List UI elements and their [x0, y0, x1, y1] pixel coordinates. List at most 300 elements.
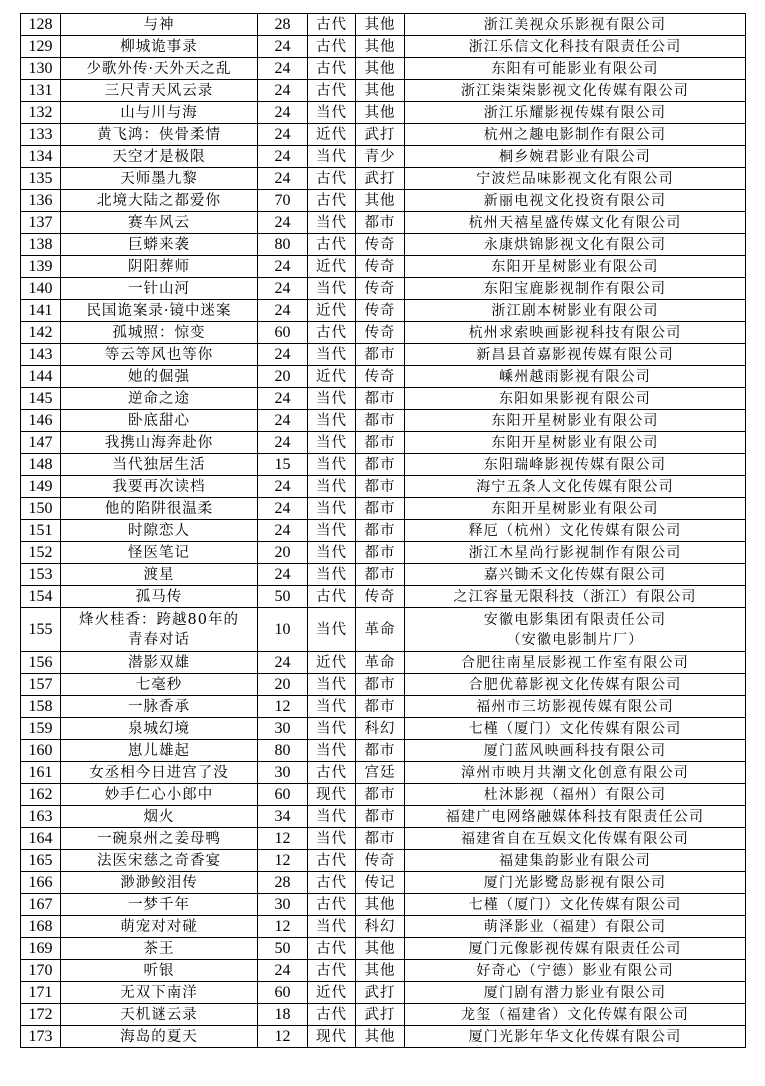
table-row [21, 14, 746, 36]
company-cell: 杭州求索映画影视科技有限公司 [405, 322, 746, 344]
era-cell: 当代 [308, 916, 356, 938]
table-row [21, 718, 746, 740]
company-cell: 东阳瑞峰影视传媒有限公司 [405, 454, 746, 476]
episodes-cell: 80 [258, 234, 308, 256]
company-cell: 福建广电网络融媒体科技有限责任公司 [405, 806, 746, 828]
company-cell: 新丽电视文化投资有限公司 [405, 190, 746, 212]
genre-cell: 都市 [356, 344, 405, 366]
company-cell: 嵊州越雨影视有限公司 [405, 366, 746, 388]
era-cell: 古代 [308, 894, 356, 916]
genre-cell: 传奇 [356, 850, 405, 872]
episodes-cell: 24 [258, 102, 308, 124]
serial-number-cell: 163 [21, 806, 61, 828]
era-cell: 近代 [308, 256, 356, 278]
table-row [21, 432, 746, 454]
genre-cell: 科幻 [356, 718, 405, 740]
table-row [21, 212, 746, 234]
genre-cell: 传奇 [356, 256, 405, 278]
title-cell: 赛车风云 [61, 212, 258, 234]
genre-cell: 传奇 [356, 586, 405, 608]
episodes-cell: 70 [258, 190, 308, 212]
title-cell: 逆命之途 [61, 388, 258, 410]
genre-cell: 其他 [356, 1026, 405, 1048]
serial-number-cell: 134 [21, 146, 61, 168]
company-cell: 东阳有可能影业有限公司 [405, 58, 746, 80]
era-cell: 古代 [308, 80, 356, 102]
company-cell: 漳州市映月共潮文化创意有限公司 [405, 762, 746, 784]
genre-cell: 革命 [356, 608, 405, 652]
table-row [21, 124, 746, 146]
title-cell: 孤城照：惊变 [61, 322, 258, 344]
title-cell: 巨蟒来袭 [61, 234, 258, 256]
serial-number-cell: 164 [21, 828, 61, 850]
era-cell: 古代 [308, 36, 356, 58]
table-row [21, 960, 746, 982]
table-row [21, 872, 746, 894]
episodes-cell: 50 [258, 586, 308, 608]
episodes-cell: 50 [258, 938, 308, 960]
title-cell: 萌宠对对碰 [61, 916, 258, 938]
company-cell: 厦门蓝风映画科技有限公司 [405, 740, 746, 762]
genre-cell: 传奇 [356, 300, 405, 322]
era-cell: 现代 [308, 784, 356, 806]
episodes-cell: 24 [258, 652, 308, 674]
title-cell: 阴阳葬师 [61, 256, 258, 278]
title-cell: 卧底甜心 [61, 410, 258, 432]
table-row [21, 916, 746, 938]
title-cell: 她的倔强 [61, 366, 258, 388]
serial-number-cell: 133 [21, 124, 61, 146]
company-cell: 龙玺（福建省）文化传媒有限公司 [405, 1004, 746, 1026]
genre-cell: 科幻 [356, 916, 405, 938]
era-cell: 古代 [308, 190, 356, 212]
serial-number-cell: 139 [21, 256, 61, 278]
company-cell: 东阳开星树影业有限公司 [405, 410, 746, 432]
serial-number-cell: 149 [21, 476, 61, 498]
genre-cell: 其他 [356, 36, 405, 58]
table-row [21, 410, 746, 432]
episodes-cell: 60 [258, 322, 308, 344]
title-cell: 无双下南洋 [61, 982, 258, 1004]
title-cell: 法医宋慈之奇香宴 [61, 850, 258, 872]
company-cell [405, 608, 746, 652]
episodes-cell: 12 [258, 1026, 308, 1048]
episodes-cell: 12 [258, 696, 308, 718]
genre-cell: 武打 [356, 1004, 405, 1026]
company-cell: 厦门元像影视传媒有限责任公司 [405, 938, 746, 960]
company-cell: 杭州天禧星盛传媒文化有限公司 [405, 212, 746, 234]
serial-number-cell: 152 [21, 542, 61, 564]
serial-number-cell: 148 [21, 454, 61, 476]
table-row [21, 850, 746, 872]
company-cell: 宁波烂品味影视文化有限公司 [405, 168, 746, 190]
title-cell: 妙手仁心小郎中 [61, 784, 258, 806]
era-cell: 当代 [308, 674, 356, 696]
serial-number-cell: 161 [21, 762, 61, 784]
era-cell: 古代 [308, 168, 356, 190]
company-cell: 东阳宝鹿影视制作有限公司 [405, 278, 746, 300]
company-cell: 浙江剧本树影业有限公司 [405, 300, 746, 322]
episodes-cell: 20 [258, 366, 308, 388]
company-cell: 东阳开星树影业有限公司 [405, 432, 746, 454]
era-cell: 近代 [308, 300, 356, 322]
serial-number-cell: 160 [21, 740, 61, 762]
title-cell: 北境大陆之都爱你 [61, 190, 258, 212]
episodes-cell: 60 [258, 784, 308, 806]
serial-number-cell: 136 [21, 190, 61, 212]
table-row [21, 1004, 746, 1026]
title-cell: 时隙恋人 [61, 520, 258, 542]
genre-cell: 其他 [356, 14, 405, 36]
genre-cell: 都市 [356, 476, 405, 498]
serial-number-cell: 153 [21, 564, 61, 586]
serial-number-cell: 157 [21, 674, 61, 696]
era-cell: 当代 [308, 410, 356, 432]
genre-cell: 其他 [356, 80, 405, 102]
table-row [21, 80, 746, 102]
company-cell: 东阳开星树影业有限公司 [405, 256, 746, 278]
era-cell: 当代 [308, 542, 356, 564]
episodes-cell: 34 [258, 806, 308, 828]
era-cell: 近代 [308, 124, 356, 146]
title-cell: 与神 [61, 14, 258, 36]
title-cell: 烟火 [61, 806, 258, 828]
table-row [21, 234, 746, 256]
table-row [21, 190, 746, 212]
serial-number-cell: 143 [21, 344, 61, 366]
table-row [21, 938, 746, 960]
company-cell: 合肥优幕影视文化传媒有限公司 [405, 674, 746, 696]
era-cell: 古代 [308, 58, 356, 80]
era-cell: 古代 [308, 960, 356, 982]
serial-number-cell: 132 [21, 102, 61, 124]
genre-cell: 都市 [356, 696, 405, 718]
company-cell: 好奇心（宁德）影业有限公司 [405, 960, 746, 982]
genre-cell: 其他 [356, 960, 405, 982]
table-row [21, 388, 746, 410]
company-cell: 厦门光影鹭岛影视有限公司 [405, 872, 746, 894]
serial-number-cell: 130 [21, 58, 61, 80]
company-cell: 七槿（厦门）文化传媒有限公司 [405, 894, 746, 916]
genre-cell: 都市 [356, 740, 405, 762]
era-cell: 当代 [308, 696, 356, 718]
serial-number-cell: 144 [21, 366, 61, 388]
genre-cell: 都市 [356, 498, 405, 520]
era-cell: 当代 [308, 278, 356, 300]
company-cell: 之江容量无限科技（浙江）有限公司 [405, 586, 746, 608]
era-cell: 当代 [308, 718, 356, 740]
era-cell: 当代 [308, 432, 356, 454]
genre-cell: 都市 [356, 454, 405, 476]
era-cell: 当代 [308, 806, 356, 828]
serial-number-cell: 135 [21, 168, 61, 190]
title-cell: 我要再次读档 [61, 476, 258, 498]
company-cell: 浙江乐耀影视传媒有限公司 [405, 102, 746, 124]
table-row [21, 344, 746, 366]
serial-number-cell: 173 [21, 1026, 61, 1048]
genre-cell: 革命 [356, 652, 405, 674]
table-row [21, 168, 746, 190]
serial-number-cell: 131 [21, 80, 61, 102]
episodes-cell: 24 [258, 410, 308, 432]
genre-cell: 传奇 [356, 234, 405, 256]
drama-registry-table [20, 13, 746, 1048]
genre-cell: 青少 [356, 146, 405, 168]
serial-number-cell: 170 [21, 960, 61, 982]
era-cell: 现代 [308, 1026, 356, 1048]
era-cell: 当代 [308, 828, 356, 850]
serial-number-cell: 137 [21, 212, 61, 234]
genre-cell: 其他 [356, 102, 405, 124]
company-cell: 新昌县首嘉影视传媒有限公司 [405, 344, 746, 366]
title-cell: 渺渺鲛泪传 [61, 872, 258, 894]
genre-cell: 传奇 [356, 322, 405, 344]
table-row [21, 498, 746, 520]
episodes-cell: 24 [258, 476, 308, 498]
serial-number-cell: 155 [21, 608, 61, 652]
title-cell: 我携山海奔赴你 [61, 432, 258, 454]
title-cell: 一脉香承 [61, 696, 258, 718]
episodes-cell: 24 [258, 520, 308, 542]
title-cell: 崽儿雄起 [61, 740, 258, 762]
era-cell: 近代 [308, 982, 356, 1004]
serial-number-cell: 138 [21, 234, 61, 256]
title-cell: 柳城诡事录 [61, 36, 258, 58]
genre-cell: 武打 [356, 168, 405, 190]
company-cell: 七槿（厦门）文化传媒有限公司 [405, 718, 746, 740]
episodes-cell: 24 [258, 124, 308, 146]
title-cell: 当代独居生活 [61, 454, 258, 476]
company-cell: 嘉兴锄禾文化传媒有限公司 [405, 564, 746, 586]
genre-cell: 都市 [356, 212, 405, 234]
table-row [21, 366, 746, 388]
episodes-cell: 12 [258, 916, 308, 938]
era-cell: 古代 [308, 14, 356, 36]
serial-number-cell: 158 [21, 696, 61, 718]
title-cell: 一梦千年 [61, 894, 258, 916]
serial-number-cell: 146 [21, 410, 61, 432]
table-row [21, 762, 746, 784]
era-cell: 当代 [308, 564, 356, 586]
episodes-cell: 24 [258, 388, 308, 410]
title-cell-line-1: 烽火桂香：跨越80年的 [79, 611, 239, 628]
era-cell: 古代 [308, 234, 356, 256]
era-cell: 古代 [308, 1004, 356, 1026]
episodes-cell: 80 [258, 740, 308, 762]
title-cell: 怪医笔记 [61, 542, 258, 564]
company-cell: 杭州之趣电影制作有限公司 [405, 124, 746, 146]
serial-number-cell: 159 [21, 718, 61, 740]
genre-cell: 都市 [356, 564, 405, 586]
company-cell-line-1: 安徽电影集团有限责任公司 [483, 611, 667, 628]
genre-cell: 宫廷 [356, 762, 405, 784]
table-row [21, 102, 746, 124]
company-cell: 合肥往南星辰影视工作室有限公司 [405, 652, 746, 674]
era-cell: 当代 [308, 102, 356, 124]
table-row [21, 256, 746, 278]
era-cell: 当代 [308, 498, 356, 520]
table-row [21, 278, 746, 300]
era-cell: 近代 [308, 652, 356, 674]
serial-number-cell: 156 [21, 652, 61, 674]
serial-number-cell: 169 [21, 938, 61, 960]
title-cell: 天机谜云录 [61, 1004, 258, 1026]
genre-cell: 传奇 [356, 366, 405, 388]
serial-number-cell: 165 [21, 850, 61, 872]
company-cell: 东阳开星树影业有限公司 [405, 498, 746, 520]
genre-cell: 都市 [356, 674, 405, 696]
title-cell: 天师墨九黎 [61, 168, 258, 190]
episodes-cell: 24 [258, 212, 308, 234]
table-row [21, 1026, 746, 1048]
era-cell: 古代 [308, 938, 356, 960]
table-row [21, 542, 746, 564]
company-cell: 释厄（杭州）文化传媒有限公司 [405, 520, 746, 542]
episodes-cell: 24 [258, 256, 308, 278]
episodes-cell: 24 [258, 146, 308, 168]
era-cell: 近代 [308, 366, 356, 388]
serial-number-cell: 171 [21, 982, 61, 1004]
genre-cell: 武打 [356, 124, 405, 146]
title-cell: 山与川与海 [61, 102, 258, 124]
company-cell-line-2: （安徽电影制片厂） [506, 631, 644, 648]
episodes-cell: 15 [258, 454, 308, 476]
serial-number-cell: 141 [21, 300, 61, 322]
company-cell: 永康烘锦影视文化有限公司 [405, 234, 746, 256]
serial-number-cell: 172 [21, 1004, 61, 1026]
era-cell: 古代 [308, 762, 356, 784]
company-cell: 厦门剧有潜力影业有限公司 [405, 982, 746, 1004]
serial-number-cell: 154 [21, 586, 61, 608]
era-cell: 古代 [308, 850, 356, 872]
genre-cell: 都市 [356, 542, 405, 564]
era-cell: 当代 [308, 476, 356, 498]
title-cell: 天空才是极限 [61, 146, 258, 168]
serial-number-cell: 150 [21, 498, 61, 520]
era-cell: 古代 [308, 586, 356, 608]
genre-cell: 武打 [356, 982, 405, 1004]
episodes-cell: 24 [258, 564, 308, 586]
era-cell: 当代 [308, 212, 356, 234]
genre-cell: 传记 [356, 872, 405, 894]
era-cell: 当代 [308, 608, 356, 652]
table-row [21, 806, 746, 828]
episodes-cell: 18 [258, 1004, 308, 1026]
era-cell: 当代 [308, 388, 356, 410]
table-row [21, 322, 746, 344]
serial-number-cell: 162 [21, 784, 61, 806]
table-row [21, 982, 746, 1004]
episodes-cell: 24 [258, 960, 308, 982]
genre-cell: 传奇 [356, 278, 405, 300]
era-cell: 当代 [308, 344, 356, 366]
episodes-cell: 24 [258, 498, 308, 520]
company-cell: 浙江柒柒柒影视文化传媒有限公司 [405, 80, 746, 102]
serial-number-cell: 151 [21, 520, 61, 542]
title-cell: 海岛的夏天 [61, 1026, 258, 1048]
company-cell: 厦门光影年华文化传媒有限公司 [405, 1026, 746, 1048]
episodes-cell: 30 [258, 762, 308, 784]
table-row [21, 146, 746, 168]
episodes-cell: 24 [258, 300, 308, 322]
company-cell: 福建集韵影业有限公司 [405, 850, 746, 872]
table-row [21, 36, 746, 58]
title-cell: 茶王 [61, 938, 258, 960]
table-row [21, 784, 746, 806]
episodes-cell: 30 [258, 894, 308, 916]
table-row [21, 652, 746, 674]
era-cell: 当代 [308, 454, 356, 476]
serial-number-cell: 145 [21, 388, 61, 410]
title-cell: 七毫秒 [61, 674, 258, 696]
serial-number-cell: 128 [21, 14, 61, 36]
genre-cell: 都市 [356, 784, 405, 806]
table-row [21, 828, 746, 850]
episodes-cell: 24 [258, 344, 308, 366]
genre-cell: 都市 [356, 410, 405, 432]
table-row [21, 696, 746, 718]
table-row [21, 300, 746, 322]
table-row [21, 564, 746, 586]
registry-table-wrapper [20, 13, 745, 1048]
company-cell: 东阳如果影视有限公司 [405, 388, 746, 410]
episodes-cell: 12 [258, 850, 308, 872]
episodes-cell: 28 [258, 14, 308, 36]
title-cell-line-2: 青春对话 [128, 631, 190, 648]
title-cell [61, 608, 258, 652]
serial-number-cell: 142 [21, 322, 61, 344]
episodes-cell: 24 [258, 80, 308, 102]
table-row [21, 58, 746, 80]
company-cell: 浙江美视众乐影视有限公司 [405, 14, 746, 36]
title-cell: 他的陷阱很温柔 [61, 498, 258, 520]
episodes-cell: 10 [258, 608, 308, 652]
title-cell: 少歌外传·天外天之乱 [61, 58, 258, 80]
episodes-cell: 20 [258, 674, 308, 696]
table-row [21, 586, 746, 608]
era-cell: 当代 [308, 520, 356, 542]
title-cell: 民国诡案录·镜中迷案 [61, 300, 258, 322]
title-cell: 一针山河 [61, 278, 258, 300]
title-cell: 黄飞鸿：侠骨柔情 [61, 124, 258, 146]
title-cell: 潜影双雄 [61, 652, 258, 674]
serial-number-cell: 167 [21, 894, 61, 916]
episodes-cell: 24 [258, 36, 308, 58]
serial-number-cell: 168 [21, 916, 61, 938]
genre-cell: 其他 [356, 938, 405, 960]
company-cell: 福州市三坊影视传媒有限公司 [405, 696, 746, 718]
table-row [21, 894, 746, 916]
episodes-cell: 12 [258, 828, 308, 850]
table-row [21, 740, 746, 762]
title-cell: 等云等风也等你 [61, 344, 258, 366]
title-cell: 听银 [61, 960, 258, 982]
episodes-cell: 60 [258, 982, 308, 1004]
title-cell: 渡星 [61, 564, 258, 586]
genre-cell: 都市 [356, 806, 405, 828]
episodes-cell: 30 [258, 718, 308, 740]
episodes-cell: 24 [258, 432, 308, 454]
company-cell: 桐乡婉君影业有限公司 [405, 146, 746, 168]
title-cell: 女丞相今日进宫了没 [61, 762, 258, 784]
genre-cell: 都市 [356, 388, 405, 410]
serial-number-cell: 147 [21, 432, 61, 454]
episodes-cell: 24 [258, 168, 308, 190]
company-cell: 福建省自在互娱文化传媒有限公司 [405, 828, 746, 850]
genre-cell: 都市 [356, 520, 405, 542]
serial-number-cell: 166 [21, 872, 61, 894]
table-row [21, 674, 746, 696]
